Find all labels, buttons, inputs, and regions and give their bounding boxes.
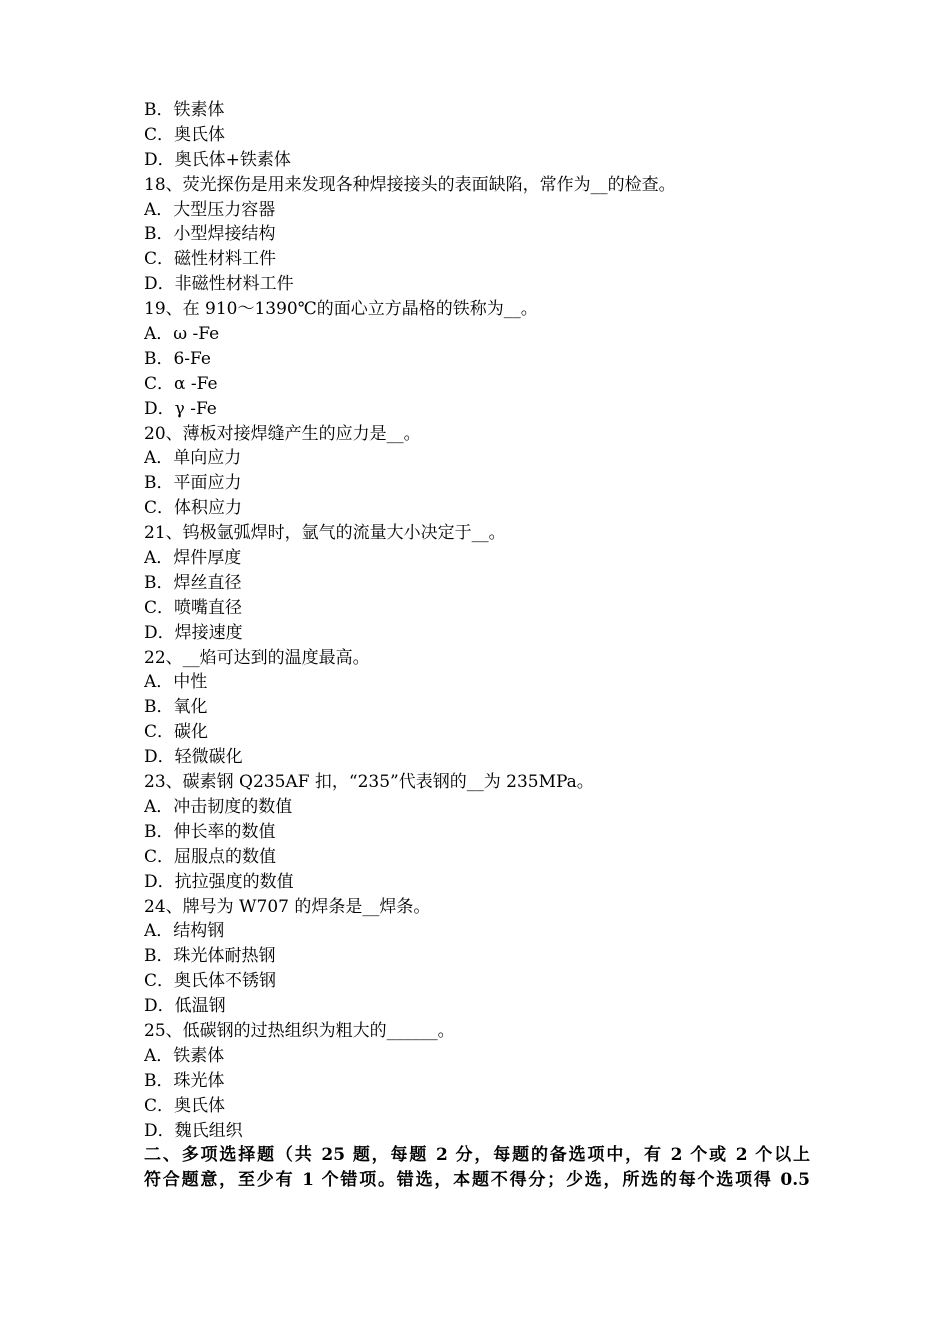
answer-option: B．焊丝直径 — [144, 572, 242, 593]
answer-option: B．平面应力 — [144, 473, 242, 494]
answer-option: A．冲击韧度的数值 — [144, 796, 293, 817]
answer-option: A．铁素体 — [144, 1045, 225, 1066]
answer-option: C．奥氏体不锈钢 — [144, 971, 277, 992]
answer-option: C．奥氏体 — [144, 124, 226, 145]
question-stem: 23、碳素钢 Q235AF 扣，“235”代表钢的__为 235MPa。 — [144, 772, 594, 793]
answer-option: C．α -Fe — [144, 373, 218, 394]
question-stem: 18、荧光探伤是用来发现各种焊接接头的表面缺陷，常作为__的检查。 — [144, 174, 676, 195]
question-stem: 21、钨极氩弧焊时，氩气的流量大小决定于__。 — [144, 523, 506, 544]
question-stem: 24、牌号为 W707 的焊条是__焊条。 — [144, 896, 431, 917]
answer-option: D．魏氏组织 — [144, 1120, 243, 1141]
question-stem: 20、薄板对接焊缝产生的应力是__。 — [144, 423, 421, 444]
answer-option: B．铁素体 — [144, 100, 225, 120]
section-heading-line-1: 二、多项选择题（共 25 题，每题 2 分，每题的备选项中，有 2 个或 2 个以上 — [144, 1145, 810, 1166]
answer-option: B．6-Fe — [144, 348, 211, 369]
question-list — [144, 98, 810, 1193]
answer-option: B．珠光体耐热钢 — [144, 946, 276, 967]
answer-option: D．焊接速度 — [144, 622, 243, 643]
answer-option: D．轻微碳化 — [144, 747, 243, 768]
answer-option: C．体积应力 — [144, 498, 243, 519]
answer-option: A．大型压力容器 — [144, 199, 276, 220]
answer-option: A．单向应力 — [144, 448, 242, 469]
answer-option: C．碳化 — [144, 722, 209, 743]
answer-option: C．奥氏体 — [144, 1095, 226, 1116]
answer-option: B．伸长率的数值 — [144, 821, 276, 842]
answer-option: A．ω -Fe — [144, 324, 220, 345]
question-stem: 22、__焰可达到的温度最高。 — [144, 647, 370, 668]
answer-option: C．喷嘴直径 — [144, 597, 243, 618]
question-stem: 25、低碳钢的过热组织为粗大的______。 — [144, 1020, 455, 1041]
answer-option: B．小型焊接结构 — [144, 224, 276, 245]
answer-option: A．中性 — [144, 672, 208, 693]
answer-option: D．非磁性材料工件 — [144, 274, 294, 295]
answer-option: D．抗拉强度的数值 — [144, 871, 294, 892]
answer-option: C．磁性材料工件 — [144, 249, 277, 270]
answer-option: A．结构钢 — [144, 921, 225, 942]
answer-option: A．焊件厚度 — [144, 548, 242, 569]
section-heading-line-2: 符合题意，至少有 1 个错项。错选，本题不得分；少选，所选的每个选项得 0.5 — [144, 1170, 810, 1191]
answer-option: C．屈服点的数值 — [144, 846, 277, 867]
answer-option: D．γ -Fe — [144, 398, 217, 419]
answer-option: D．奥氏体+铁素体 — [144, 149, 291, 170]
answer-option: B．珠光体 — [144, 1070, 225, 1091]
answer-option: D．低温钢 — [144, 996, 226, 1017]
answer-option: B．氧化 — [144, 697, 208, 718]
question-lines — [144, 98, 810, 1143]
question-stem: 19、在 910～1390℃的面心立方晶格的铁称为__。 — [144, 299, 538, 320]
